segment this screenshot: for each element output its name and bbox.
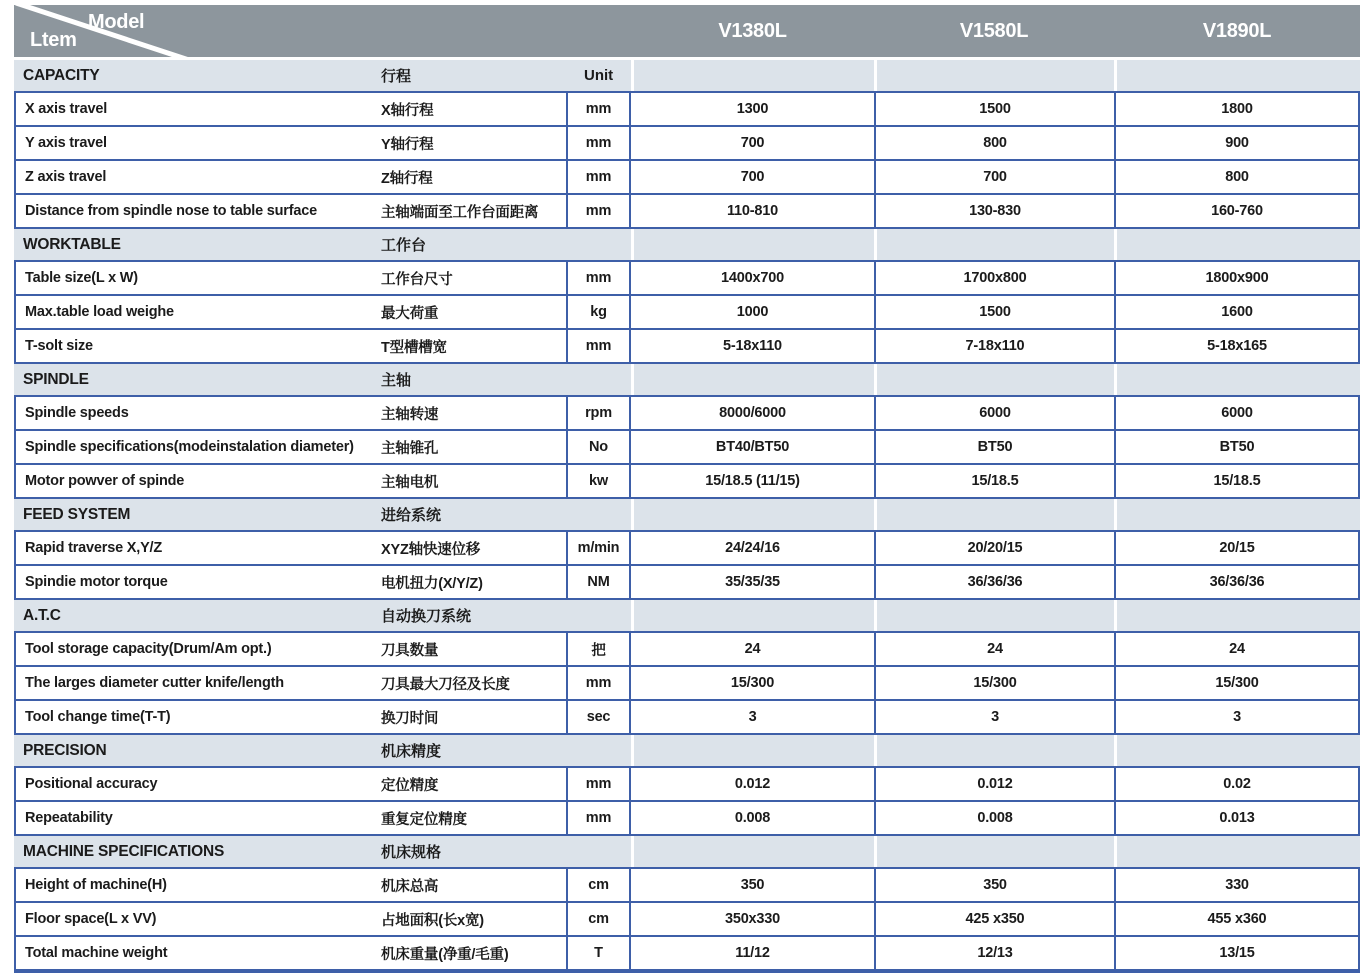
spec-value-v1580l: 700 [874,161,1114,193]
spec-row [14,903,1360,937]
spec-value-v1380l: 5-18x110 [723,338,782,354]
spec-value-v1890l: 0.013 [1114,802,1360,834]
spec-value-v1380l: 0.012 [734,776,771,792]
spec-value-v1580l: 130-830 [874,195,1114,227]
spec-row [14,262,1360,296]
spec-value-v1580l: 1700x800 [874,262,1114,294]
table-body [14,60,1360,971]
section-title-zh: 机床规格 [378,836,566,867]
section-title-en: SPINDLE [14,364,378,395]
spec-unit: kw [566,465,631,497]
unit-column-header [566,229,631,260]
spec-value-v1580l: 350 [874,869,1114,901]
spec-unit: kg [566,296,631,328]
spec-name-zh: Z轴行程 [381,170,433,187]
section-spacer-col2 [874,836,1114,867]
section-title-en: PRECISION [14,735,378,766]
section-spacer-col3 [1114,60,1360,91]
spec-name-zh: 工作台尺寸 [381,271,453,288]
spec-value-v1380l: 0.008 [734,810,771,826]
section-spacer-col1 [631,499,874,530]
spec-name-zh: 刀具数量 [381,642,439,659]
section-title-zh: 进给系统 [378,499,566,530]
spec-name-zh: 机床重量(净重/毛重) [381,946,509,963]
spec-name-en: Repeatability [14,802,378,834]
spec-name-zh: 最大荷重 [381,305,439,322]
spec-unit: cm [566,869,631,901]
section-spacer-col3 [1114,499,1360,530]
spec-value-v1890l: 3 [1114,701,1360,733]
section-spacer-col1 [631,836,874,867]
spec-value-v1580l: 800 [874,127,1114,159]
spec-value-v1580l: 15/18.5 [874,465,1114,497]
section-spacer-col1 [631,229,874,260]
spec-value-v1580l: 7-18x110 [874,330,1114,362]
spec-value-v1890l: 20/15 [1114,532,1360,564]
spec-row [14,397,1360,431]
spec-value-v1380l: BT40/BT50 [715,439,790,455]
spec-name-zh: T型槽槽宽 [381,339,447,356]
spec-value-v1380l: 700 [740,169,765,185]
spec-value-v1890l: 15/18.5 [1114,465,1360,497]
spec-unit: mm [566,768,631,800]
section-spacer-col3 [1114,364,1360,395]
spec-value-v1890l: 160-760 [1114,195,1360,227]
spec-name-zh: 刀具最大刀径及长度 [381,676,510,693]
spec-name-zh: 主轴转速 [381,406,439,423]
section-header-row [14,735,1360,768]
spec-value-v1380l: 15/300 [730,675,775,691]
spec-name-zh: X轴行程 [381,102,434,119]
spec-row [14,195,1360,229]
section-spacer-col3 [1114,600,1360,631]
unit-column-header [566,600,631,631]
spec-value-v1580l: 24 [874,633,1114,665]
spec-unit: sec [566,701,631,733]
section-header-row [14,364,1360,397]
spec-name-zh: 换刀时间 [381,710,439,727]
spec-value-v1380l: 700 [740,135,765,151]
section-spacer-col1 [631,735,874,766]
spec-name-en: Positional accuracy [14,768,378,800]
spec-value-v1890l: 13/15 [1114,937,1360,969]
spec-name-zh: 主轴电机 [381,474,439,491]
spec-name-en: Spindle specifications(modeinstalation diameter) [14,431,378,463]
unit-column-header [566,836,631,867]
section-spacer-col2 [874,735,1114,766]
spec-value-v1380l: 1400x700 [721,270,784,286]
spec-unit: m/min [566,532,631,564]
section-title-en: MACHINE SPECIFICATIONS [14,836,378,867]
spec-unit: mm [566,262,631,294]
spec-name-en: Total machine weight [14,937,378,969]
corner-model-label: Model [88,11,145,33]
model-name-v1380l: V1380L [718,19,787,42]
corner-item-label: Ltem [30,29,77,51]
spec-value-v1380l: 35/35/35 [725,574,780,590]
spec-row [14,465,1360,499]
spec-unit: cm [566,903,631,935]
section-header-row [14,600,1360,633]
section-spacer-col1 [631,60,874,91]
spec-value-v1890l: BT50 [1114,431,1360,463]
section-header-row [14,229,1360,262]
spec-row [14,802,1360,836]
spec-name-en: Motor powver of spinde [14,465,378,497]
spec-value-v1380l: 24/24/16 [725,540,780,556]
spec-value-v1890l: 0.02 [1114,768,1360,800]
spec-value-v1580l: 15/300 [874,667,1114,699]
spec-row [14,633,1360,667]
spec-value-v1580l: 3 [874,701,1114,733]
corner-cell [14,5,378,57]
spec-value-v1890l: 1800 [1114,93,1360,125]
section-spacer-col2 [874,499,1114,530]
spec-value-v1580l: 0.012 [874,768,1114,800]
spec-value-v1890l: 5-18x165 [1114,330,1360,362]
spec-name-zh: 占地面积(长x宽) [381,912,484,929]
spec-name-en: Tool storage capacity(Drum/Am opt.) [14,633,378,665]
spec-unit: mm [566,667,631,699]
spec-value-v1380l: 1000 [736,304,769,320]
section-title-en: A.T.C [14,600,378,631]
spec-value-v1890l: 455 x360 [1114,903,1360,935]
spec-name-zh: 主轴端面至工作台面距离 [381,204,539,221]
spec-row [14,937,1360,971]
spec-row [14,566,1360,600]
spec-name-en: Spindle speeds [14,397,378,429]
spec-value-v1580l: 1500 [874,93,1114,125]
spec-table [14,5,1360,973]
spec-value-v1380l: 24 [744,641,761,657]
section-header-row [14,60,1360,93]
spec-row [14,93,1360,127]
spec-name-zh: 主轴锥孔 [381,440,439,457]
spec-value-v1580l: BT50 [874,431,1114,463]
spec-name-en: Max.table load weighe [14,296,378,328]
spec-name-zh: 定位精度 [381,777,439,794]
spec-value-v1380l: 110-810 [726,203,778,219]
spec-row [14,431,1360,465]
spec-row [14,768,1360,802]
spec-unit: T [566,937,631,969]
section-spacer-col2 [874,60,1114,91]
spec-unit: NM [566,566,631,598]
spec-value-v1890l: 1800x900 [1114,262,1360,294]
spec-name-en: Y axis travel [14,127,378,159]
spec-name-zh: Y轴行程 [381,136,434,153]
model-name-v1580l: V1580L [959,19,1029,42]
spec-value-v1580l: 1500 [874,296,1114,328]
model-name-v1890l: V1890L [1202,19,1272,42]
spec-name-en: Distance from spindle nose to table surface [14,195,378,227]
spec-value-v1890l: 6000 [1114,397,1360,429]
spec-value-v1890l: 36/36/36 [1114,566,1360,598]
section-spacer-col2 [874,364,1114,395]
spec-name-en: Z axis travel [14,161,378,193]
section-title-zh: 自动换刀系统 [378,600,566,631]
spec-row [14,869,1360,903]
spec-unit: mm [566,127,631,159]
spec-unit: mm [566,802,631,834]
spec-name-en: T-solt size [14,330,378,362]
section-title-zh: 行程 [378,60,566,91]
section-title-en: CAPACITY [14,60,378,91]
spec-name-en: Spindie motor torque [14,566,378,598]
section-spacer-col2 [874,229,1114,260]
model-header-row [14,5,1360,57]
spec-name-zh: XYZ轴快速位移 [381,541,481,558]
spec-value-v1580l: 12/13 [874,937,1114,969]
spec-value-v1580l: 20/20/15 [874,532,1114,564]
section-title-en: WORKTABLE [14,229,378,260]
spec-value-v1380l: 3 [748,709,757,725]
section-header-row [14,499,1360,532]
section-spacer-col3 [1114,229,1360,260]
spec-name-en: Rapid traverse X,Y/Z [14,532,378,564]
unit-column-header: Unit [566,60,631,91]
spec-unit: rpm [566,397,631,429]
spec-value-v1580l: 36/36/36 [874,566,1114,598]
section-spacer-col1 [631,364,874,395]
section-title-zh: 主轴 [378,364,566,395]
spec-name-zh: 机床总高 [381,878,439,895]
unit-column-header [566,364,631,395]
spec-value-v1380l: 11/12 [735,945,770,961]
section-spacer-col2 [874,600,1114,631]
spec-name-zh: 电机扭力(X/Y/Z) [381,575,483,592]
section-spacer-col1 [631,600,874,631]
spec-value-v1380l: 350x330 [724,911,781,927]
section-title-en: FEED SYSTEM [14,499,378,530]
spec-unit: mm [566,161,631,193]
section-title-zh: 机床精度 [378,735,566,766]
spec-value-v1890l: 330 [1114,869,1360,901]
spec-name-en: Floor space(L x VV) [14,903,378,935]
spec-name-en: Height of machine(H) [14,869,378,901]
table-bottom-border [14,971,1360,973]
spec-unit: No [566,431,631,463]
spec-row [14,701,1360,735]
spec-name-en: X axis travel [14,93,378,125]
section-spacer-col3 [1114,735,1360,766]
spec-value-v1580l: 0.008 [874,802,1114,834]
spec-row [14,127,1360,161]
spec-value-v1890l: 24 [1114,633,1360,665]
spec-value-v1380l: 350 [740,877,765,893]
spec-name-zh: 重复定位精度 [381,811,467,828]
unit-column-header [566,735,631,766]
section-spacer-col3 [1114,836,1360,867]
spec-value-v1890l: 1600 [1114,296,1360,328]
spec-value-v1890l: 800 [1114,161,1360,193]
spec-unit: 把 [566,633,631,665]
spec-value-v1380l: 15/18.5 (11/15) [705,473,800,489]
spec-row [14,161,1360,195]
spec-name-en: Tool change time(T-T) [14,701,378,733]
spec-row [14,330,1360,364]
spec-value-v1580l: 6000 [874,397,1114,429]
section-title-zh: 工作台 [378,229,566,260]
spec-value-v1890l: 15/300 [1114,667,1360,699]
section-header-row [14,836,1360,869]
spec-name-en: The larges diameter cutter knife/length [14,667,378,699]
unit-column-header [566,499,631,530]
spec-row [14,532,1360,566]
spec-unit: mm [566,93,631,125]
spec-value-v1380l: 8000/6000 [719,405,786,421]
spec-value-v1380l: 1300 [736,101,769,117]
spec-name-en: Table size(L x W) [14,262,378,294]
spec-row [14,296,1360,330]
spec-value-v1890l: 900 [1114,127,1360,159]
spec-row [14,667,1360,701]
spec-unit: mm [566,195,631,227]
spec-unit: mm [566,330,631,362]
spec-value-v1580l: 425 x350 [874,903,1114,935]
